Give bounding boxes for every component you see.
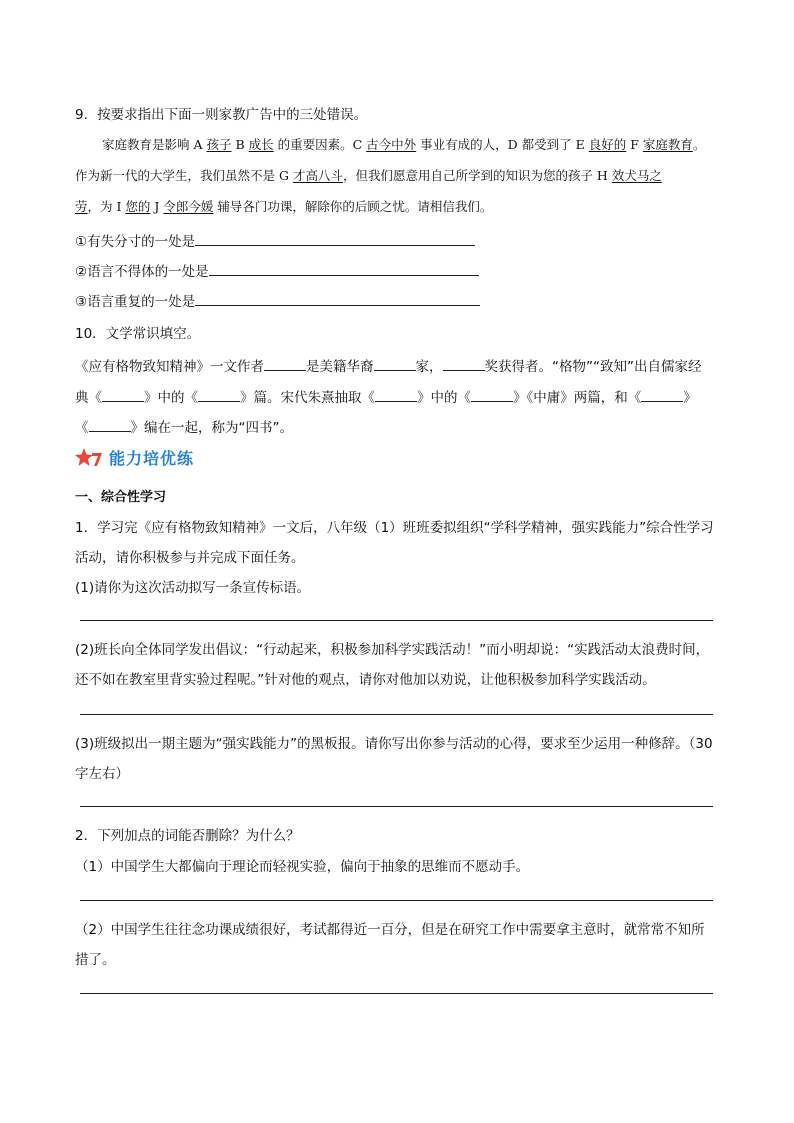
q10-line-2: 典《 》中的《 》篇。宋代朱熹抽取《 》中的《 》《中庸》两篇，和《 》 (75, 386, 697, 406)
q1-sub1: (1)请你为这次活动拟写一条宣传标语。 (75, 580, 311, 596)
q10-title: 10．文学常识填空。 (75, 326, 201, 342)
q2-title: 2．下列加点的词能否删除？为什么？ (75, 828, 300, 844)
q9-item-1: ①有失分寸的一处是 (75, 230, 475, 250)
q9-item-3: ③语言重复的一处是 (75, 290, 480, 310)
answer-blank[interactable] (443, 356, 485, 371)
q9-title: 9．按要求指出下面一则家教广告中的三处错误。 (75, 107, 368, 123)
answer-blank[interactable] (89, 417, 131, 432)
part1-title: 一、综合性学习 (75, 490, 167, 505)
section-header (75, 446, 194, 469)
q10-line-1: 《应有格物致知精神》一文作者 是美籍华裔 家， 奖获得者。“格物”“致知”出自儒家经 (75, 355, 701, 375)
q1-sub3-line-2: 字左右） (75, 766, 129, 782)
answer-line[interactable] (80, 714, 713, 715)
q2-sub1: （1）中国学生大都偏向于理论而轻视实验，偏向于抽象的思维而不愿动手。 (75, 859, 530, 875)
answer-blank[interactable] (198, 387, 240, 402)
answer-blank[interactable] (195, 231, 475, 246)
q1-line-1: 1．学习完《应有格物致知精神》一文后，八年级（1）班班委拟组织“学科学精神，强实践能力”综合性学习 (75, 520, 714, 536)
q9-item-2: ②语言不得体的一处是 (75, 260, 479, 280)
answer-blank[interactable] (641, 387, 683, 402)
section-title: 能力培优练 (109, 449, 195, 468)
q1-sub3-line-1: (3)班级拟出一期主题为“强实践能力”的黑板报。请你写出你参与活动的心得，要求至少运用一种修辞。（30 (75, 736, 713, 752)
star-badge-icon (75, 447, 105, 469)
answer-line[interactable] (80, 620, 713, 621)
answer-blank[interactable] (209, 261, 479, 276)
answer-blank[interactable] (375, 387, 417, 402)
q9-ad-line-3: 劳，为 I 您的 J 令郎今媛 辅导各门功课，解除你的后顾之忧。请相信我们。 (75, 199, 493, 214)
answer-blank[interactable] (264, 356, 306, 371)
answer-line[interactable] (80, 900, 713, 901)
q2-sub2-line-2: 措了。 (75, 952, 116, 968)
answer-blank[interactable] (195, 291, 480, 306)
answer-blank[interactable] (102, 387, 144, 402)
q9-ad-line-2: 作为新一代的大学生，我们虽然不是 G 才高八斗，但我们愿意用自己所学到的知识为您的孩子 H 效犬马之 (75, 168, 662, 183)
answer-line[interactable] (80, 993, 713, 994)
answer-blank[interactable] (374, 356, 416, 371)
q2-sub2-line-1: （2）中国学生往往念功课成绩很好，考试都得近一百分，但是在研究工作中需要拿主意时，就常常不知所 (75, 922, 705, 938)
answer-blank[interactable] (471, 387, 513, 402)
q9-ad-line-1: 家庭教育是影响 A 孩子 B 成长 的重要因素。C 古今中外 事业有成的人，D 都受到了 E 良好的 F 家庭教育。 (102, 137, 706, 152)
q1-sub2-line-2: 还不如在教室里背实验过程呢。”针对他的观点，请你对他加以劝说，让他积极参加科学实践活动。 (75, 672, 656, 688)
q1-line-2: 活动，请你积极参与并完成下面任务。 (75, 550, 305, 566)
q1-sub2-line-1: (2)班长向全体同学发出倡议：“行动起来，积极参加科学实践活动！”而小明却说：“实践活动太浪费时间， (75, 642, 710, 658)
q10-line-3: 《 》编在一起，称为“四书”。 (75, 416, 293, 436)
answer-line[interactable] (80, 806, 713, 807)
